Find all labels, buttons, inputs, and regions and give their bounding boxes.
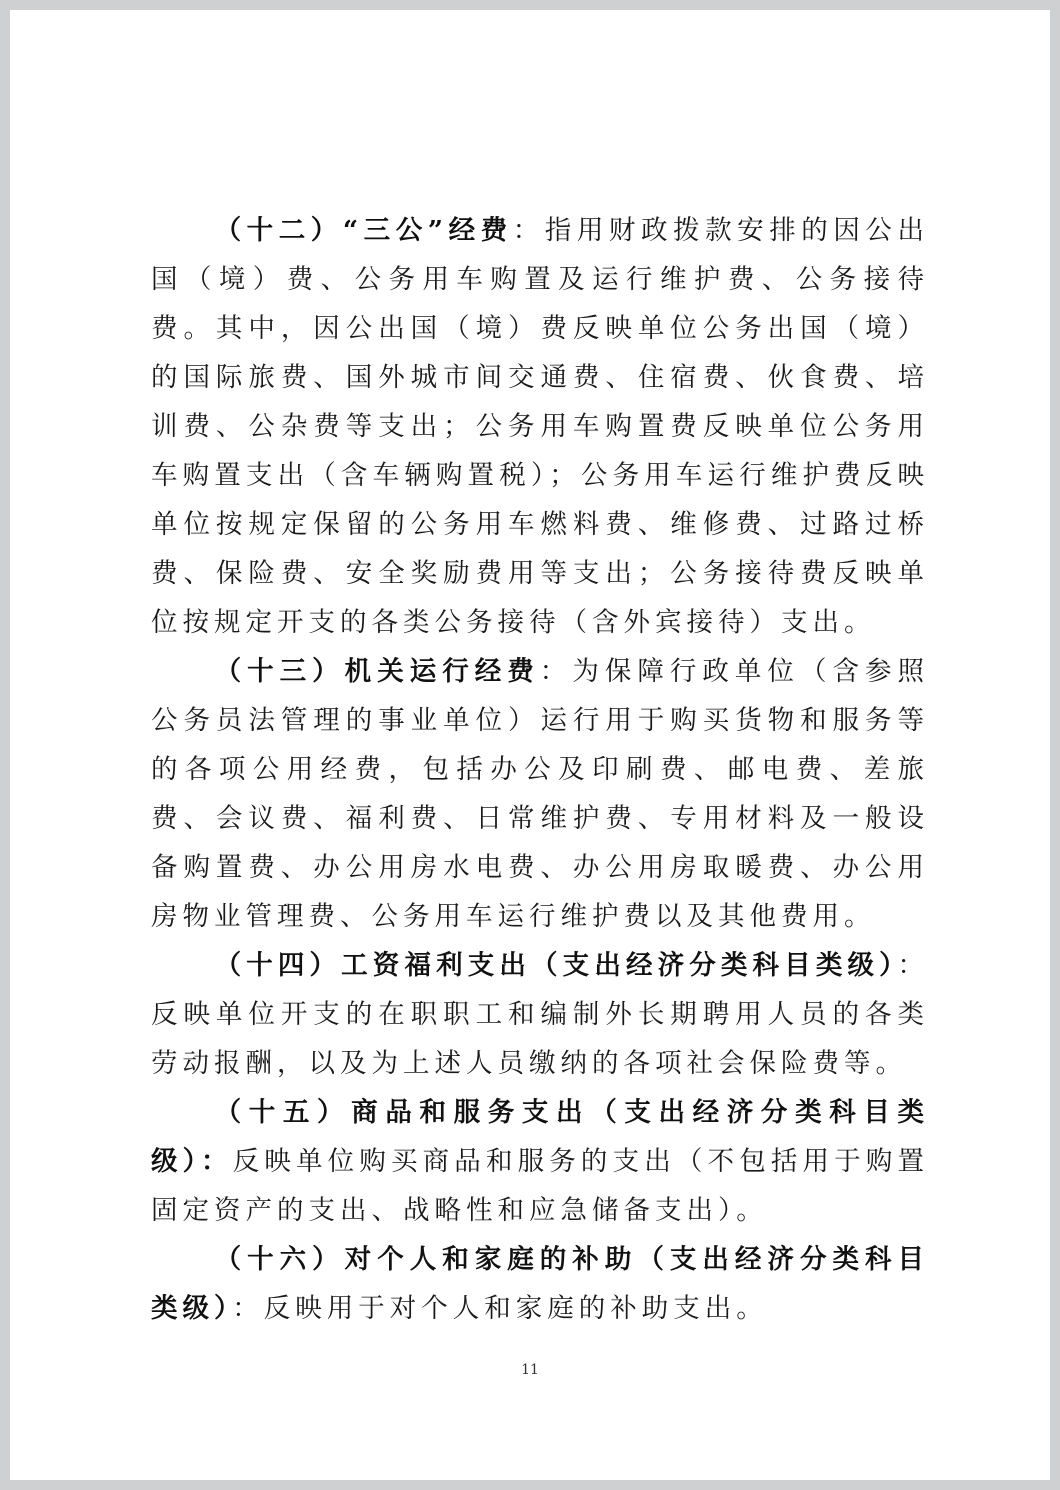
- page-number: 11: [521, 1362, 539, 1378]
- paragraph-fourteen: [151, 941, 929, 1088]
- section-body-fourteen: ：反映单位开支的在职职工和编制外长期聘用人员的各类劳动报酬，以及为上述人员缴纳的各项社会保险费等。: [151, 950, 929, 1079]
- section-heading-twelve: （十二）“三公”经费: [214, 215, 513, 246]
- section-heading-sixteen: （十六）对个人和家庭的补助（支出经济分类科目类级）: [151, 1244, 929, 1324]
- paragraph-fifteen: [151, 1088, 929, 1235]
- section-body-thirteen: ：为保障行政单位（含参照公务员法管理的事业单位）运行用于购买货物和服务等的各项公用经费，包括办公及印刷费、邮电费、差旅费、会议费、福利费、日常维护费、专用材料及一般设备购置费、办公用房水电费、办公用房取暖费、办公用房物业管理费、公务用车运行维护费以及其他费用。: [151, 656, 930, 932]
- section-heading-fifteen: （十五）商品和服务支出（支出经济分类科目类级）：: [151, 1097, 929, 1177]
- section-body-twelve: ：指用财政拨款安排的因公出国（境）费、公务用车购置及运行维护费、公务接待费。其中，因公出国（境）费反映单位公务出国（境）的国际旅费、国外城市间交通费、住宿费、伙食费、培训费、公杂费等支出；公务用车购置费反映单位公务用车购置支出（含车辆购置税）；公务用车运行维护费反映单位按规定保留的公务用车燃料费、维修费、过路过桥费、保险费、安全奖励费用等支出；公务接待费反映单位按规定开支的各类公务接待（含外宾接待）支出。: [151, 215, 929, 638]
- paragraph-twelve: [151, 206, 929, 647]
- section-heading-fourteen: （十四）工资福利支出（支出经济分类科目类级）: [214, 950, 898, 981]
- section-body-fifteen: 反映单位购买商品和服务的支出（不包括用于购置固定资产的支出、战略性和应急储备支出）。: [151, 1146, 929, 1226]
- paragraph-thirteen: [151, 647, 929, 941]
- paragraph-sixteen: [151, 1235, 929, 1333]
- section-body-sixteen: ：反映用于对个人和家庭的补助支出。: [232, 1293, 768, 1324]
- document-page: [10, 10, 1050, 1480]
- section-heading-thirteen: （十三）机关运行经费: [214, 656, 540, 687]
- page-content: [151, 206, 929, 1333]
